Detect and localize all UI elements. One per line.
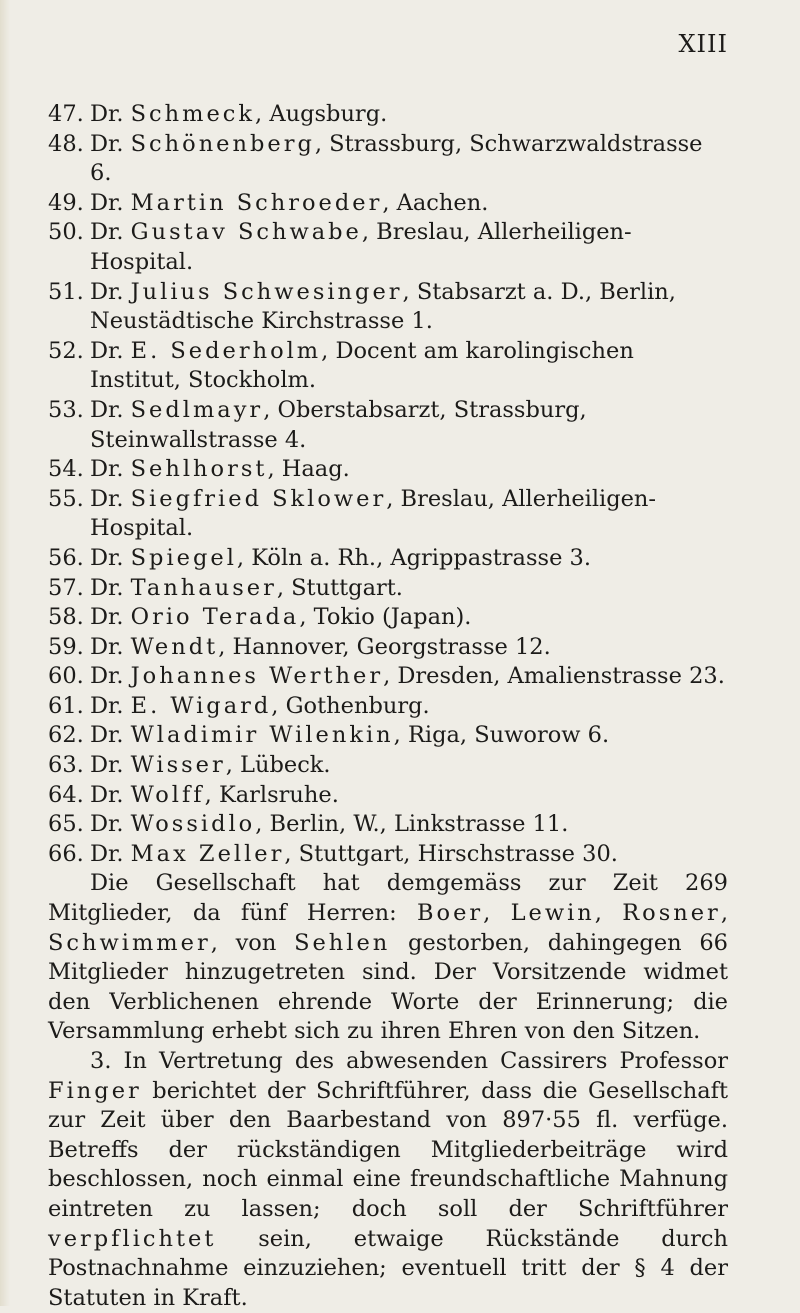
member-entry (48, 751, 728, 781)
member-number: 64. (48, 781, 84, 808)
page-content (48, 100, 728, 1313)
member-entry (48, 337, 728, 396)
member-title: Dr. (90, 811, 124, 838)
member-name: Sehlhorst (130, 456, 268, 483)
member-details: , Breslau, Allerheiligen-Hospital. (90, 219, 632, 275)
member-title: Dr. (90, 633, 124, 660)
member-title: Dr. (90, 101, 124, 127)
member-text (90, 485, 728, 544)
member-text (90, 455, 728, 485)
member-title: Dr. (90, 781, 124, 808)
member-number: 55. (48, 485, 84, 512)
separator: , von (210, 929, 295, 956)
member-text (90, 130, 728, 189)
member-name: Schönenberg (130, 130, 315, 157)
member-name: E. Wigard (130, 692, 272, 719)
member-name: Tanhauser (130, 574, 277, 601)
member-text (90, 396, 728, 455)
member-details: , Augsburg. (255, 101, 388, 127)
member-text (90, 544, 728, 574)
member-text (90, 218, 728, 277)
member-entry (48, 544, 728, 574)
member-title: Dr. (90, 485, 124, 512)
separator: , (720, 900, 728, 927)
member-text (90, 692, 728, 722)
member-number: 54. (48, 456, 84, 483)
member-entry (48, 396, 728, 455)
member-name: Julius Schwesinger (130, 278, 403, 305)
member-number: 62. (48, 722, 84, 749)
member-name: Schmeck (130, 101, 256, 127)
member-number: 58. (48, 604, 84, 631)
paragraph-treasury-report (48, 1047, 728, 1313)
paragraph-text: 3. In Vertretung des abwesenden Cassirers Professor (90, 1048, 728, 1074)
member-name: E. Sederholm (130, 337, 322, 364)
deceased-name: Sehlen (294, 929, 391, 956)
member-title: Dr. (90, 752, 124, 779)
member-name: Martin Schroeder (130, 189, 383, 216)
paragraph-membership-summary (48, 869, 728, 1047)
paragraph-text: berichtet der Schriftführer, dass die Gesellschaft zur Zeit über den Baarbestand von 897·55 fl. verfüge. Betreffs der rückständigen Mitgliederbeiträge wird beschlossen, noch einmal eine freundschaftliche Mahnung eintreten zu lassen; doch soll der Schriftführer (48, 1077, 728, 1222)
member-list (48, 100, 728, 869)
member-name: Wladimir Wilenkin (130, 722, 394, 749)
page-number: XIII (678, 30, 728, 58)
member-details: , Aachen. (382, 189, 489, 216)
member-number: 63. (48, 752, 84, 779)
member-title: Dr. (90, 692, 124, 719)
member-text (90, 189, 728, 219)
member-name: Wolff (130, 781, 205, 808)
member-text (90, 603, 728, 633)
member-details: , Stabsarzt a. D., Berlin, Neustädtische Kirchstrasse 1. (90, 278, 676, 335)
member-name: Spiegel (130, 544, 237, 571)
member-details: , Stuttgart, Hirschstrasse 30. (284, 840, 618, 867)
member-name: Johannes Werther (130, 663, 384, 690)
member-details: , Lübeck. (225, 752, 331, 779)
member-name: Wossidlo (130, 811, 256, 838)
member-name: Wendt (130, 633, 219, 660)
member-title: Dr. (90, 130, 124, 157)
member-entry (48, 781, 728, 811)
deceased-name: Schwimmer (48, 929, 211, 956)
separator: , (483, 900, 511, 927)
member-entry (48, 662, 728, 692)
member-number: 61. (48, 692, 84, 719)
member-number: 59. (48, 633, 84, 660)
paragraph-text: Die Gesellschaft hat demgemäss zur Zeit 269 Mitglieder, da fünf Herren: (48, 870, 728, 927)
member-entry (48, 218, 728, 277)
member-number: 60. (48, 663, 84, 690)
member-number: 65. (48, 811, 84, 838)
member-entry (48, 189, 728, 219)
member-number: 53. (48, 396, 84, 423)
member-text (90, 278, 728, 337)
member-name: Wisser (130, 752, 226, 779)
member-title: Dr. (90, 840, 124, 867)
member-text (90, 574, 728, 604)
member-name: Orio Terada (130, 604, 300, 631)
member-title: Dr. (90, 544, 124, 571)
member-text (90, 337, 728, 396)
member-entry (48, 721, 728, 751)
separator: , (594, 900, 623, 927)
member-text (90, 781, 728, 811)
member-name: Siegfried Sklower (130, 485, 387, 512)
member-entry (48, 692, 728, 722)
member-title: Dr. (90, 396, 124, 423)
deceased-name: Lewin (510, 900, 595, 927)
emphasis-word: verpflichtet (48, 1225, 217, 1252)
page-edge-shadow (0, 0, 10, 1306)
member-title: Dr. (90, 337, 124, 364)
member-details: , Gothenburg. (271, 692, 430, 719)
member-details: , Hannover, Georgstrasse 12. (218, 633, 551, 660)
member-details: , Stuttgart. (276, 574, 403, 601)
member-number: 49. (48, 189, 84, 216)
member-number: 56. (48, 544, 84, 571)
member-text (90, 100, 728, 130)
member-title: Dr. (90, 278, 124, 305)
member-details: , Breslau, Allerheiligen-Hospital. (90, 485, 657, 542)
member-entry (48, 278, 728, 337)
member-title: Dr. (90, 219, 124, 246)
member-details: , Dresden, Amalienstrasse 23. (383, 663, 725, 690)
member-text (90, 840, 728, 870)
member-details: , Berlin, W., Linkstrasse 11. (255, 811, 569, 838)
member-number: 51. (48, 278, 84, 305)
member-entry (48, 485, 728, 544)
member-text (90, 633, 728, 663)
member-text (90, 721, 728, 751)
member-name: Max Zeller (130, 840, 285, 867)
member-details: , Tokio (Japan). (299, 604, 472, 631)
member-text (90, 662, 728, 692)
member-title: Dr. (90, 189, 124, 216)
member-title: Dr. (90, 663, 124, 690)
deceased-name: Rosner (622, 900, 721, 927)
member-details: , Riga, Suworow 6. (393, 722, 610, 749)
member-number: 52. (48, 337, 84, 364)
member-entry (48, 455, 728, 485)
paragraph-text: gestorben, dahingegen 66 Mitglieder hinzugetreten sind. Der Vorsitzende widmet den Verblichenen ehrende Worte der Erinnerung; die Versammlung erhebt sich zu ihren Ehren von den Sitzen. (48, 929, 728, 1045)
member-entry (48, 810, 728, 840)
member-name: Sedlmayr (130, 396, 264, 423)
member-details: , Karlsruhe. (204, 781, 339, 808)
member-title: Dr. (90, 574, 124, 601)
member-title: Dr. (90, 456, 124, 483)
member-entry (48, 130, 728, 189)
member-entry (48, 100, 728, 130)
member-entry (48, 840, 728, 870)
member-details: , Docent am karolingischen Institut, Stockholm. (90, 337, 634, 394)
member-entry (48, 603, 728, 633)
member-details: , Oberstabsarzt, Strassburg, Steinwallstrasse 4. (90, 396, 587, 453)
member-title: Dr. (90, 722, 124, 749)
member-number: 50. (48, 219, 84, 246)
member-text (90, 810, 728, 840)
member-number: 57. (48, 574, 84, 601)
member-details: , Haag. (267, 456, 350, 483)
paragraph-text: sein, etwaige Rückstände durch Postnachnahme einzuziehen; eventuell tritt der § 4 der Statuten in Kraft. (48, 1225, 728, 1311)
member-title: Dr. (90, 604, 124, 631)
member-number: 66. (48, 840, 84, 867)
person-name: Finger (48, 1077, 142, 1104)
deceased-name: Boer (416, 900, 484, 927)
member-text (90, 751, 728, 781)
member-details: , Strassburg, Schwarzwaldstrasse 6. (90, 130, 703, 187)
member-number: 48. (48, 130, 84, 157)
member-entry (48, 633, 728, 663)
member-details: , Köln a. Rh., Agrippastrasse 3. (236, 544, 592, 571)
member-number: 47. (48, 101, 84, 127)
member-name: Gustav Schwabe (130, 219, 362, 246)
member-entry (48, 574, 728, 604)
